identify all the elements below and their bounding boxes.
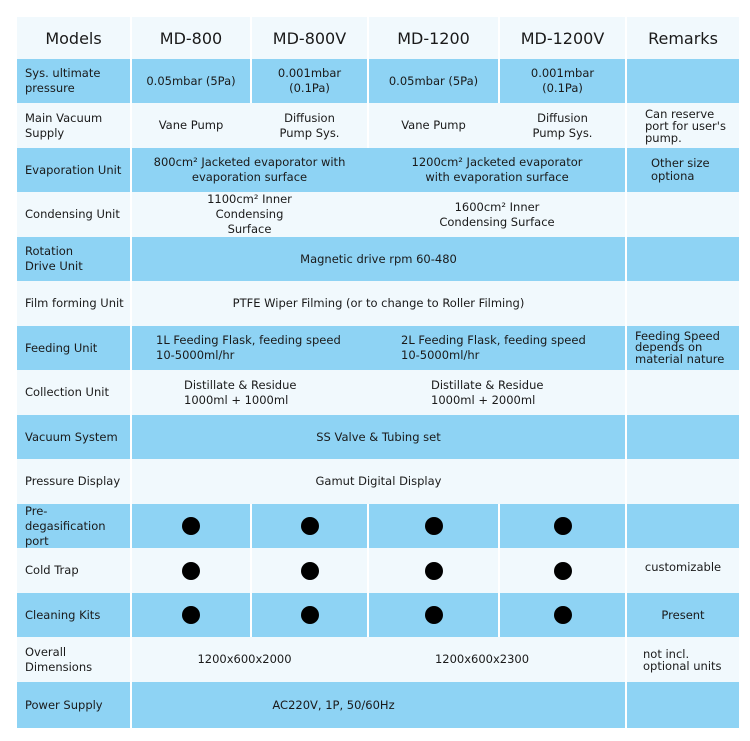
film-value: PTFE Wiper Filming (or to change to Roller Filming): [232, 296, 525, 310]
included-dot-icon: [301, 562, 319, 580]
md1200-group-condensing: 1600cm² Inner Condensing Surface: [439, 199, 555, 229]
header-md1200v: MD-1200V: [500, 17, 625, 59]
row-label-cleaning: Cleaning Kits: [25, 607, 101, 622]
md800v-cleaning-cell: [252, 593, 367, 637]
included-dot-icon: [425, 562, 443, 580]
remark-feeding: Feeding Speed depends on material nature: [635, 328, 725, 366]
md800-ultimate-pressure: 0.05mbar (5Pa): [146, 73, 236, 88]
row-label-pressure-display: Pressure Display: [25, 474, 121, 488]
md800v-predegas-cell: [252, 504, 367, 548]
md800-group-dimensions: 1200x600x2000: [197, 652, 292, 666]
row-label-cold-trap: Cold Trap: [25, 563, 79, 577]
row-label-predegas: Pre-degasification port: [25, 503, 106, 548]
included-dot-icon: [554, 517, 572, 535]
remark-cleaning: Present: [661, 607, 705, 622]
remark-evaporation: Other size optiona: [651, 156, 710, 183]
md800-cleaning-cell: [132, 593, 250, 637]
md1200-cleaning-cell: [369, 593, 498, 637]
remark-dimensions: not incl. optional units: [643, 646, 722, 673]
header-md800v: MD-800V: [252, 17, 367, 59]
md800-main-vacuum: Vane Pump: [158, 118, 224, 132]
md800-cold-trap-cell: [132, 548, 250, 593]
md1200v-cold-trap-cell: [500, 548, 625, 593]
power-value: AC220V, 1P, 50/60Hz: [272, 697, 395, 712]
included-dot-icon: [554, 562, 572, 580]
md800-group-collection: Distillate & Residue 1000ml + 1000ml: [184, 377, 297, 407]
included-dot-icon: [301, 517, 319, 535]
md800-group-feeding: 1L Feeding Flask, feeding speed 10-5000ml/hr: [156, 333, 341, 362]
row-label-power: Power Supply: [25, 697, 103, 712]
md1200-cold-trap-cell: [369, 548, 498, 593]
included-dot-icon: [425, 606, 443, 624]
md1200-group-evaporation: 1200cm² Jacketed evaporator with evaporation surface: [411, 155, 583, 184]
md1200-ultimate-pressure: 0.05mbar (5Pa): [388, 73, 479, 88]
row-label-rotation: Rotation Drive Unit: [25, 244, 83, 273]
header-models: Models: [17, 17, 130, 59]
md800v-main-vacuum: Diffusion Pump Sys.: [279, 110, 340, 140]
md1200-main-vacuum: Vane Pump: [401, 118, 466, 132]
pressure-display-value: Gamut Digital Display: [315, 474, 442, 488]
header-md800: MD-800: [132, 17, 250, 59]
md800v-ultimate-pressure: 0.001mbar (0.1Pa): [277, 66, 342, 95]
row-label-main-vacuum: Main Vacuum Supply: [25, 110, 103, 140]
included-dot-icon: [182, 606, 200, 624]
row-label-evaporation: Evaporation Unit: [25, 162, 122, 177]
included-dot-icon: [182, 517, 200, 535]
row-label-condensing: Condensing Unit: [25, 207, 120, 221]
md1200-group-collection: Distillate & Residue 1000ml + 2000ml: [431, 377, 544, 407]
header-remarks: Remarks: [627, 17, 739, 59]
md1200v-cleaning-cell: [500, 593, 625, 637]
md1200v-predegas-cell: [500, 504, 625, 548]
vacuum-system-value: SS Valve & Tubing set: [316, 429, 441, 444]
header-md1200: MD-1200: [369, 17, 498, 59]
row-label-ultimate-pressure: Sys. ultimate pressure: [25, 66, 101, 95]
included-dot-icon: [301, 606, 319, 624]
rotation-value: Magnetic drive rpm 60-480: [300, 251, 457, 266]
included-dot-icon: [425, 517, 443, 535]
row-label-collection: Collection Unit: [25, 385, 109, 399]
row-label-feeding: Feeding Unit: [25, 340, 98, 355]
md1200-group-dimensions: 1200x600x2300: [434, 652, 530, 666]
included-dot-icon: [554, 606, 572, 624]
row-label-vacuum-system: Vacuum System: [25, 429, 118, 444]
md800-group-condensing: 1100cm² Inner Condensing Surface: [207, 192, 292, 236]
remark-cold-trap: customizable: [644, 560, 722, 574]
md800v-cold-trap-cell: [252, 548, 367, 593]
md1200v-main-vacuum: Diffusion Pump Sys.: [532, 110, 593, 140]
row-label-film: Film forming Unit: [25, 296, 124, 310]
md800-group-evaporation: 800cm² Jacketed evaporator with evaporation surface: [153, 155, 346, 184]
row-label-dimensions: Overall Dimensions: [25, 644, 93, 674]
md1200-group-feeding: 2L Feeding Flask, feeding speed 10-5000ml/hr: [401, 333, 586, 362]
remark-main-vacuum: Can reserve port for user's pump.: [645, 106, 726, 145]
md1200-predegas-cell: [369, 504, 498, 548]
md800-predegas-cell: [132, 504, 250, 548]
md1200v-ultimate-pressure: 0.001mbar (0.1Pa): [530, 66, 595, 95]
included-dot-icon: [182, 562, 200, 580]
